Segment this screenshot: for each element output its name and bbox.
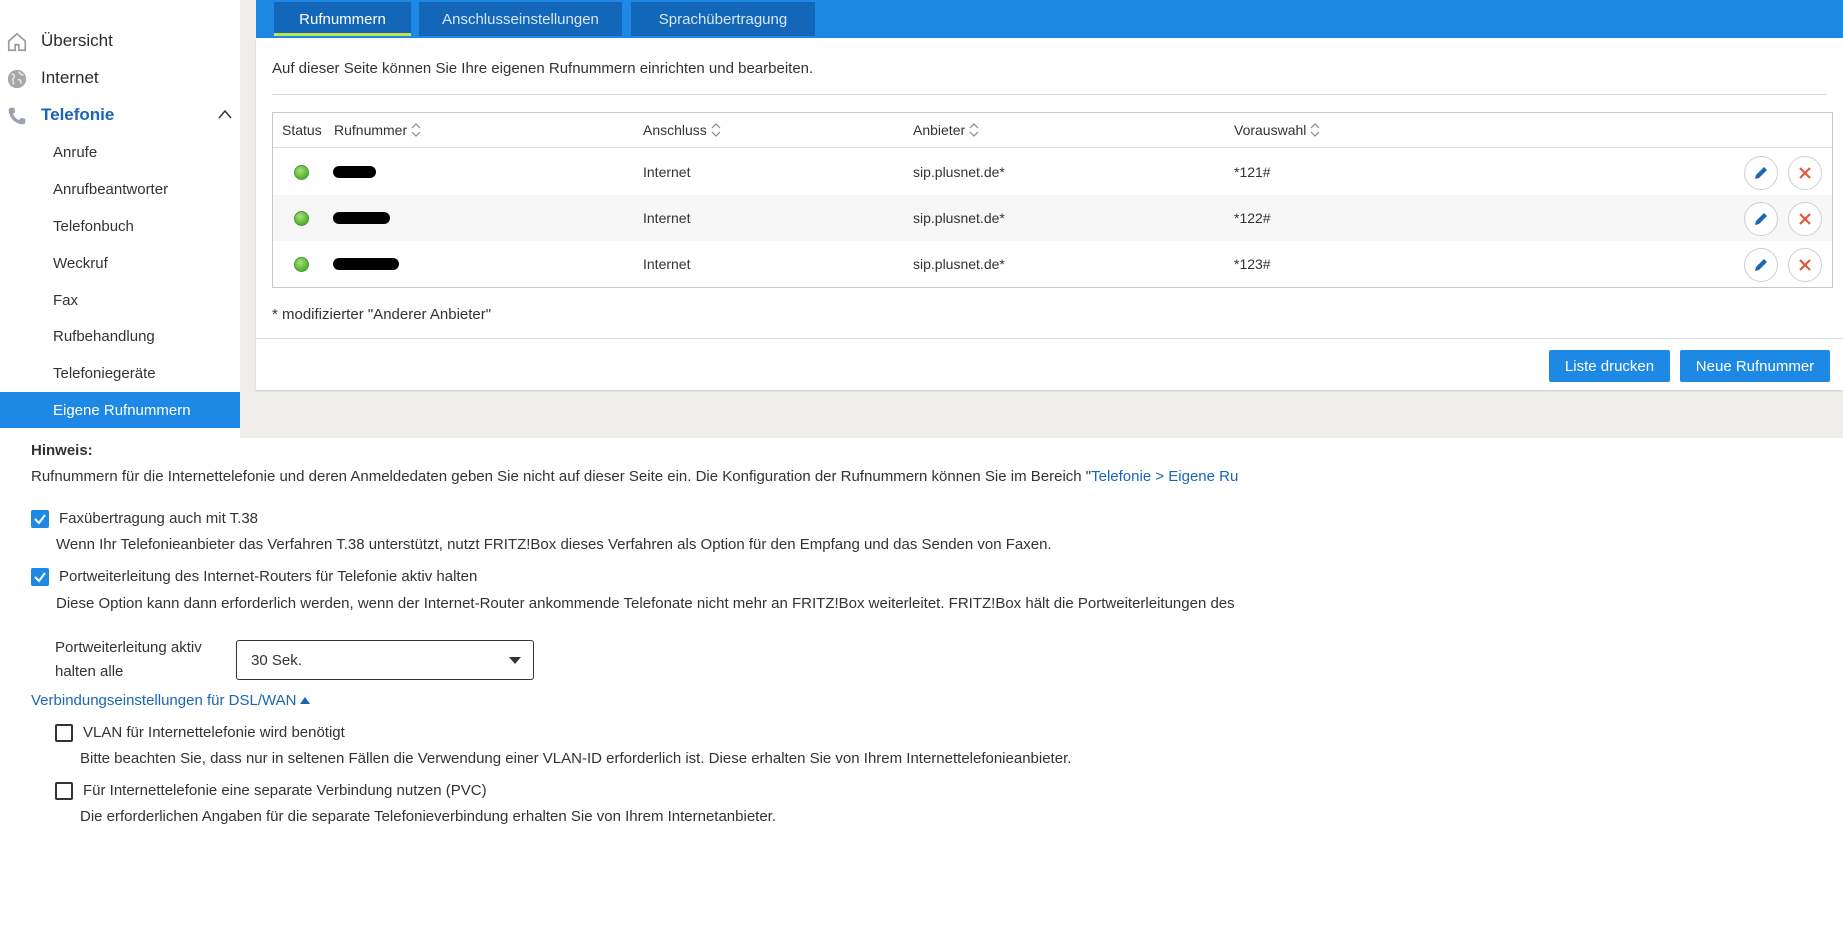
tab-rufnummern[interactable] (274, 2, 411, 36)
column-header-anbieter[interactable]: Anbieter (913, 122, 979, 138)
interval-selected-value: 30 Sek. (251, 651, 302, 669)
pencil-icon (1753, 165, 1769, 181)
status-ok-icon (294, 165, 309, 180)
table-row (273, 149, 1832, 195)
hint-link[interactable]: Telefonie > Eigene Ru (1091, 468, 1239, 485)
vlan-label[interactable]: VLAN für Internettelefonie wird benötigt (83, 724, 345, 741)
sidebar-item-label: Rufbehandlung (53, 327, 155, 345)
sidebar-item-label: Telefonie (41, 105, 115, 124)
sort-icon[interactable] (1310, 122, 1320, 138)
vlan-checkbox[interactable] (55, 724, 73, 742)
divider (256, 338, 1843, 339)
triangle-up-icon (300, 697, 310, 704)
tab-label: Sprachübertragung (658, 10, 788, 28)
fax-t38-label[interactable]: Faxübertragung auch mit T.38 (59, 510, 259, 527)
cell-anbieter: sip.plusnet.de* (913, 164, 1005, 180)
hint-body: Rufnummern für die Internettelefonie und deren Anmeldedaten geben Sie nicht auf dieser Seite ein. Die Konfiguration der Rufnummern können Sie im Bereich " (31, 468, 1092, 485)
fax-t38-description: Wenn Ihr Telefonieanbieter das Verfahren T.38 unterstützt, nutzt FRITZ!Box dieses Verfahren als Option für den Empfang und das Senden von Faxen. (56, 536, 1052, 553)
sidebar-item-telefonbuch[interactable] (0, 208, 240, 244)
sidebar-item-label: Fax (53, 291, 79, 309)
table-row (273, 241, 1832, 287)
redacted-number (333, 166, 376, 178)
sidebar-item-anrufe[interactable] (0, 134, 240, 170)
table-row (273, 195, 1832, 241)
dsl-wan-expander[interactable] (31, 692, 310, 709)
expander-label: Verbindungseinstellungen für DSL/WAN (31, 692, 297, 709)
port-keepalive-description: Diese Option kann dann erforderlich werden, wenn der Internet-Router ankommende Telefonate nicht mehr an FRITZ!Box weiterleitet. FRITZ!Box hält die Portweiterleitungen des (56, 595, 1235, 612)
cell-anschluss: Internet (643, 210, 691, 226)
column-header-anschluss[interactable]: Anschluss (643, 122, 721, 138)
cell-anbieter: sip.plusnet.de* (913, 210, 1005, 226)
pencil-icon (1753, 257, 1769, 273)
edit-button[interactable] (1744, 202, 1778, 236)
footnote: * modifizierter "Anderer Anbieter" (272, 306, 492, 323)
sidebar-item-internet[interactable] (0, 60, 240, 96)
sort-icon[interactable] (411, 122, 421, 138)
sidebar-item-telefonie[interactable] (0, 97, 240, 133)
interval-label: Portweiterleitung aktiv halten alle (55, 639, 202, 680)
globe-icon (6, 68, 28, 90)
edit-button[interactable] (1744, 248, 1778, 282)
close-icon (1798, 166, 1812, 180)
tab-label: Anschlusseinstellungen (442, 10, 599, 28)
edit-button[interactable] (1744, 156, 1778, 190)
sidebar-item-weckruf[interactable] (0, 245, 240, 281)
sidebar (0, 0, 240, 432)
redacted-number (333, 258, 399, 270)
hint-text (31, 468, 1238, 485)
column-header-status: Status (282, 122, 322, 138)
sidebar-item-rufbehandlung[interactable] (0, 318, 240, 354)
interval-select[interactable] (236, 640, 534, 680)
phone-icon (6, 105, 28, 127)
table-header (273, 113, 1832, 148)
rufnummern-panel (256, 38, 1843, 390)
new-number-button[interactable]: Neue Rufnummer (1680, 350, 1830, 382)
pvc-label[interactable]: Für Internettelefonie eine separate Verbindung nutzen (PVC) (83, 782, 487, 799)
tab-anschlusseinstellungen[interactable] (419, 2, 622, 36)
tab-label: Rufnummern (299, 10, 386, 28)
cell-anschluss: Internet (643, 256, 691, 272)
tab-bar (256, 0, 1843, 38)
sidebar-item-fax[interactable] (0, 282, 240, 318)
checkmark-icon (32, 569, 48, 585)
settings-area (0, 438, 1843, 934)
print-list-button[interactable]: Liste drucken (1549, 350, 1670, 382)
sidebar-item-anrufbeantworter[interactable] (0, 171, 240, 207)
close-icon (1798, 212, 1812, 226)
tab-sprachuebertragung[interactable] (631, 2, 815, 36)
sidebar-item-label: Anrufe (53, 143, 98, 161)
rufnummern-table (272, 112, 1833, 288)
port-keepalive-label[interactable]: Portweiterleitung des Internet-Routers für Telefonie aktiv halten (59, 568, 478, 585)
home-icon (6, 31, 28, 53)
sidebar-item-eigene-rufnummern[interactable] (0, 392, 240, 428)
divider (272, 94, 1827, 95)
intro-text: Auf dieser Seite können Sie Ihre eigenen Rufnummern einrichten und bearbeiten. (272, 60, 814, 77)
delete-button[interactable] (1788, 202, 1822, 236)
sidebar-item-label: Weckruf (53, 254, 108, 272)
cell-anbieter: sip.plusnet.de* (913, 256, 1005, 272)
sidebar-item-label: Eigene Rufnummern (53, 401, 191, 419)
chevron-up-icon[interactable] (218, 109, 232, 119)
column-header-vorauswahl[interactable]: Vorauswahl (1234, 122, 1320, 138)
fax-t38-checkbox[interactable] (31, 510, 49, 528)
pvc-description: Die erforderlichen Angaben für die separate Telefonieverbindung erhalten Sie von Ihrem Internetanbieter. (80, 808, 777, 825)
chevron-down-icon (509, 657, 521, 664)
hint-title: Hinweis: (31, 442, 93, 459)
sidebar-item-label: Internet (41, 68, 99, 87)
sidebar-item-telefoniegeraete[interactable] (0, 355, 240, 391)
cell-vorauswahl: *121# (1234, 164, 1271, 180)
sort-icon[interactable] (969, 122, 979, 138)
status-ok-icon (294, 211, 309, 226)
pencil-icon (1753, 211, 1769, 227)
delete-button[interactable] (1788, 156, 1822, 190)
close-icon (1798, 258, 1812, 272)
sidebar-item-label: Telefonbuch (53, 217, 134, 235)
port-keepalive-checkbox[interactable] (31, 568, 49, 586)
pvc-checkbox[interactable] (55, 782, 73, 800)
vlan-description: Bitte beachten Sie, dass nur in seltenen Fällen die Verwendung einer VLAN-ID erforderlich ist. Diese erhalten Sie von Ihrem Internettelefonieanbieter. (80, 750, 1072, 767)
delete-button[interactable] (1788, 248, 1822, 282)
sidebar-item-uebersicht[interactable] (0, 23, 240, 59)
redacted-number (333, 212, 390, 224)
column-header-rufnummer[interactable]: Rufnummer (334, 122, 421, 138)
cell-vorauswahl: *123# (1234, 256, 1271, 272)
cell-vorauswahl: *122# (1234, 210, 1271, 226)
checkmark-icon (32, 511, 48, 527)
sidebar-item-label: Übersicht (41, 31, 113, 50)
cell-anschluss: Internet (643, 164, 691, 180)
sidebar-item-label: Telefoniegeräte (53, 364, 156, 382)
sidebar-item-label: Anrufbeantworter (53, 180, 169, 198)
sort-icon[interactable] (711, 122, 721, 138)
status-ok-icon (294, 257, 309, 272)
